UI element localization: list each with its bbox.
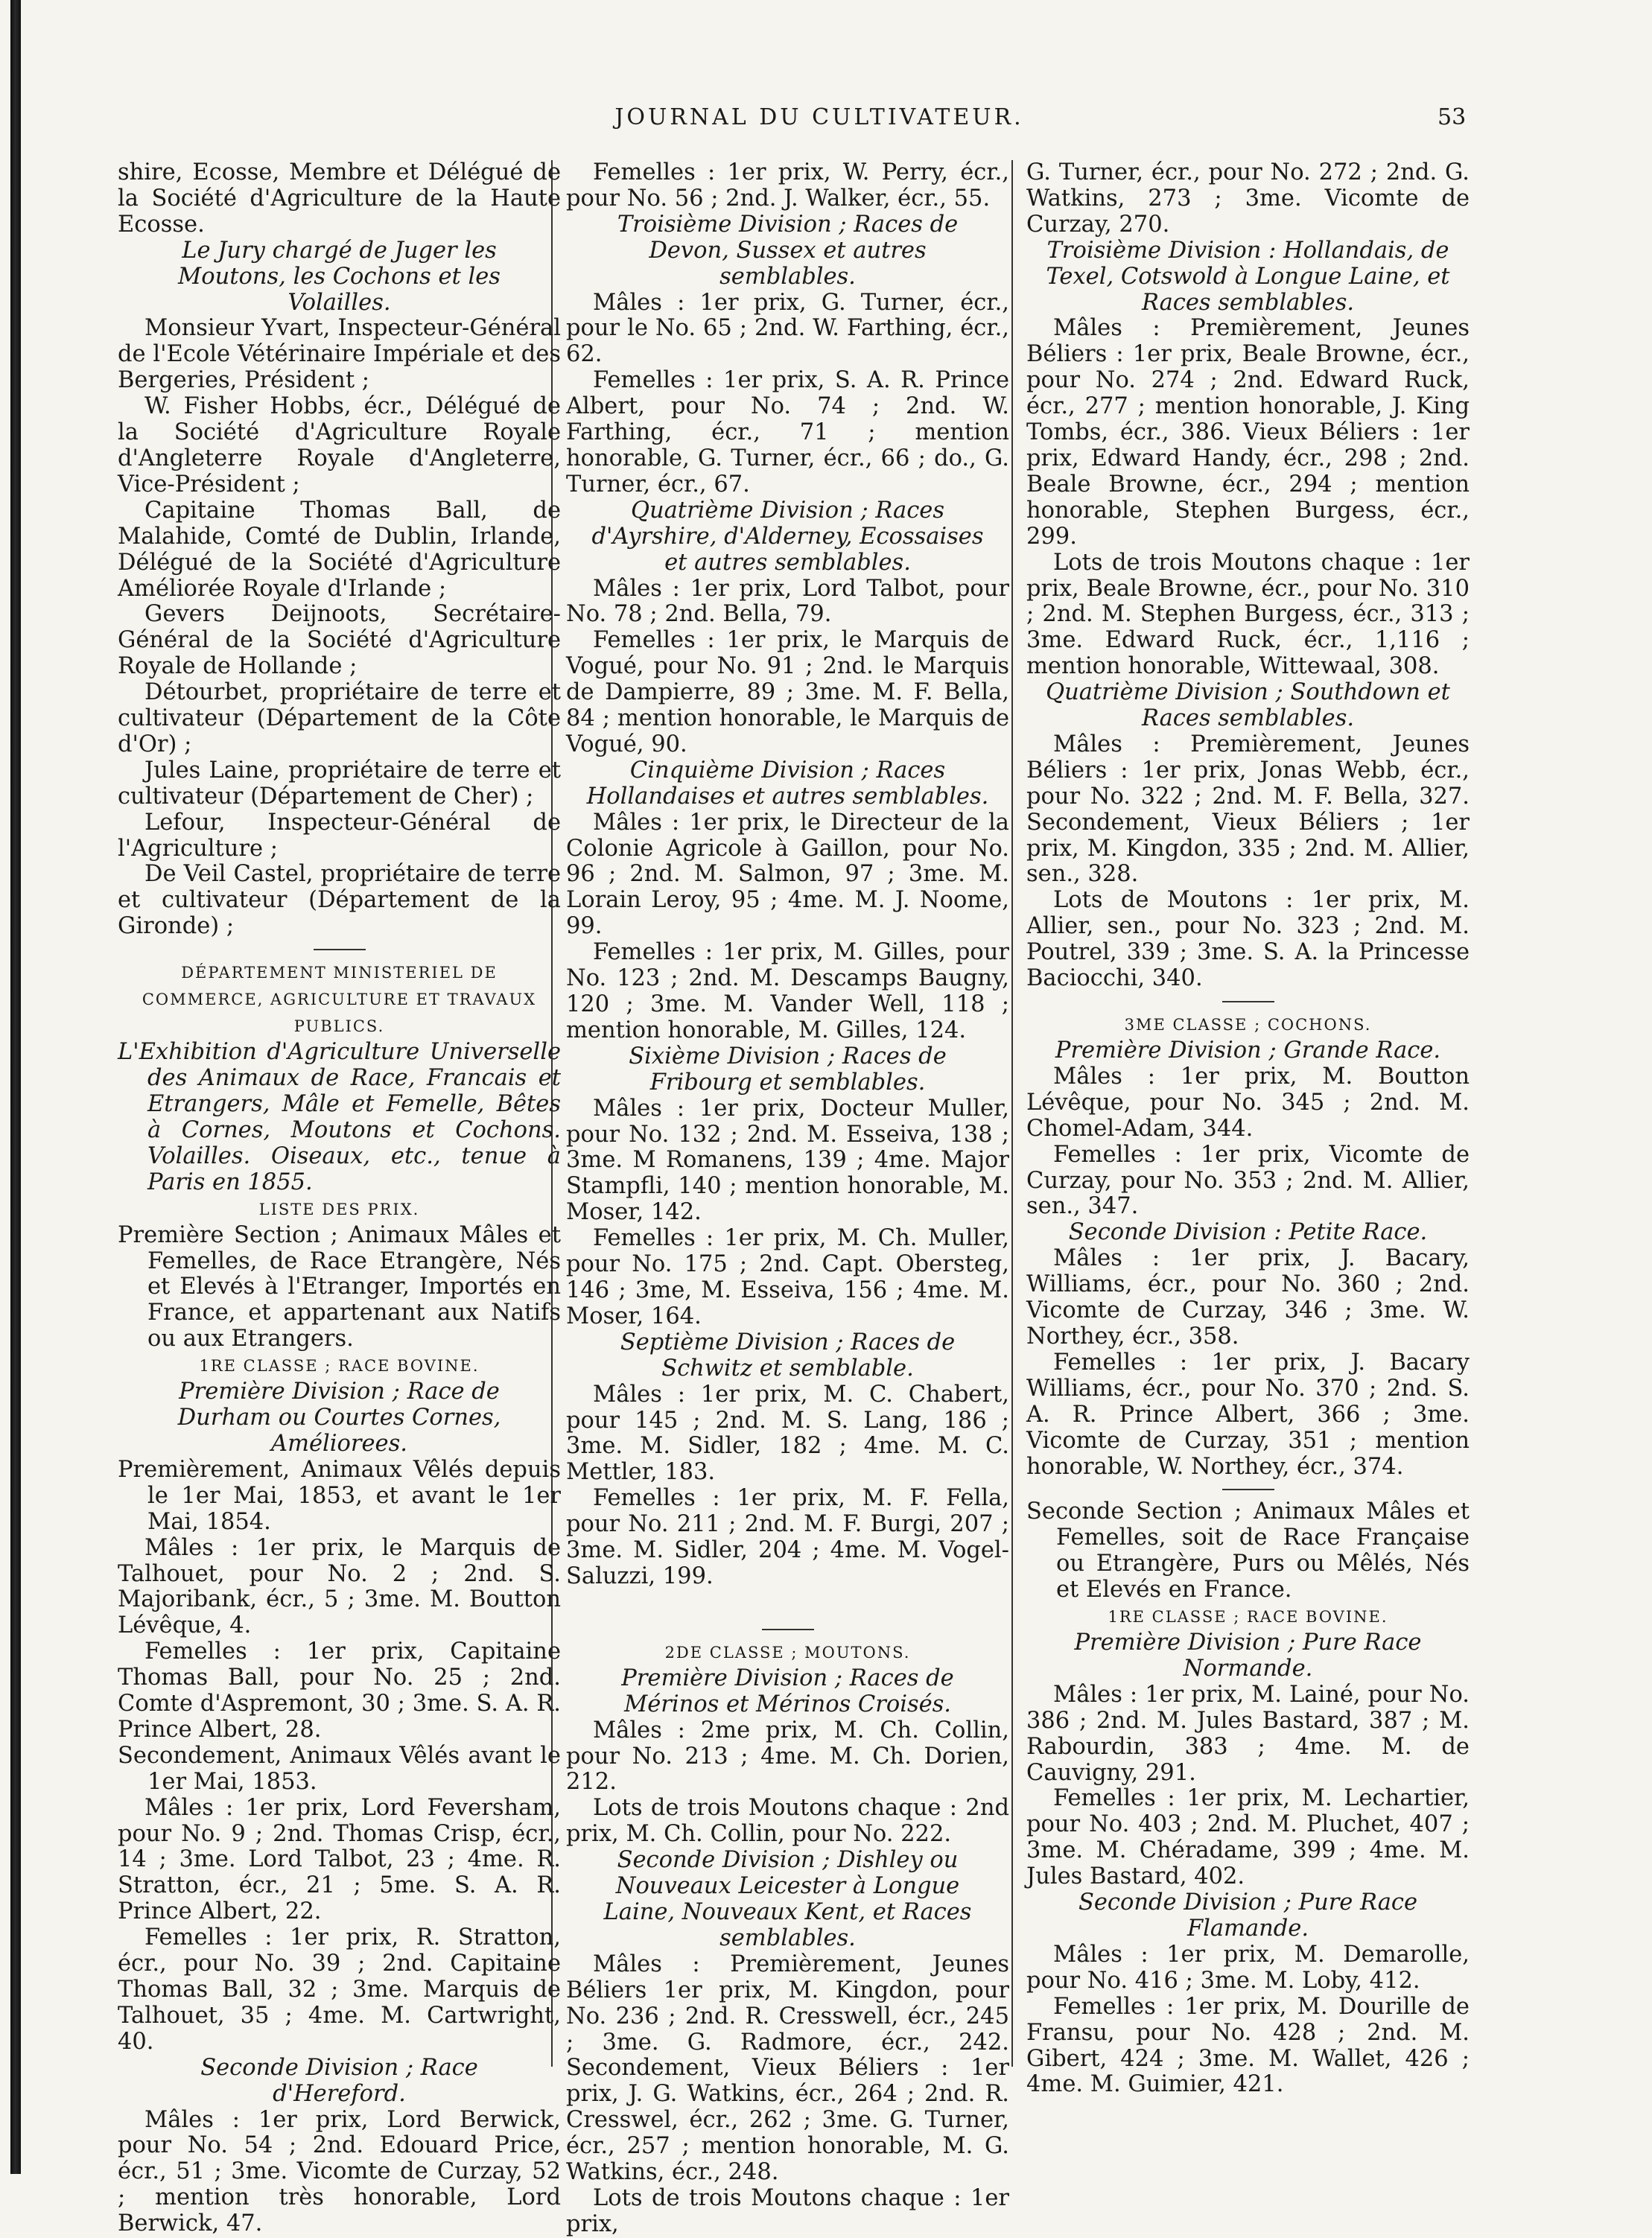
prize-entry: Mâles : 1er prix, G. Turner, écr., pour le No. 65 ; 2nd. W. Farthing, écr., 62. [566, 289, 1009, 368]
division-heading: Seconde Division ; Race d'Hereford. [200, 2054, 478, 2107]
prize-entry: Femelles : 1er prix, M. F. Fella, pour No. 211 ; 2nd. M. F. Burgi, 207 ; 3me. M. Sidler, 204 ; 4me. M. Vogel-Saluzzi, 199. [566, 1485, 1009, 1589]
section-description: Première Section ; Animaux Mâles et Femelles, de Race Etrangère, Nés et Elevés à l'Etranger, Importés en France, et appartenant aux Natifs ou aux Etrangers. [118, 1221, 561, 1352]
exhibition-title: L'Exhibition d'Agriculture Universelle des Animaux de Race, Francais et Etrangers, Mâle et Femelle, Bêtes à Cornes, Moutons et Cochons. Volailles. Oiseaux, etc., tenue à Paris en 1855. [118, 1039, 561, 1195]
paragraph: shire, Ecosse, Membre et Délégué de la Société d'Agriculture de la Haute Ecosse. [118, 159, 561, 238]
book-binding-edge [10, 0, 21, 2174]
separator-rule [1222, 1001, 1274, 1002]
paragraph: Premièrement, Animaux Vêlés depuis le 1er Mai, 1853, et avant le 1er Mai, 1854. [118, 1456, 561, 1535]
prize-entry: Lots de trois Moutons chaque : 2nd prix, M. Ch. Collin, pour No. 222. [566, 1795, 1009, 1848]
division-heading: Quatrième Division ; Southdown et Races semblables. [1046, 679, 1450, 732]
division-heading: Seconde Division ; Dishley ou Nouveaux Leicester à Longue Laine, Nouveaux Kent, et Races semblables. [603, 1847, 972, 1951]
division-heading: Seconde Division : Petite Race. [1068, 1219, 1428, 1246]
prize-entry: Mâles : Premièrement, Jeunes Béliers : 1er prix, Beale Browne, écr., pour No. 274 ; 2nd. Edward Ruck, écr., 277 ; mention honorable, J. King Tombs, écr., 386. Vieux Béliers : 1er prix, Edward Handy, écr., 298 ; 2nd. Beale Browne, écr., 294 ; mention honorable, Stephen Burgess, écr., 299. [1026, 315, 1470, 550]
prize-entry: Mâles : 1er prix, Lord Feversham, pour No. 9 ; 2nd. Thomas Crisp, écr., 14 ; 3me. Lord Talbot, 23 ; 4me. R. Stratton, écr., 21 ; 5me. S. A. R. Prince Albert, 22. [118, 1794, 561, 1925]
running-title: JOURNAL DU CULTIVATEUR. [614, 104, 1024, 130]
prize-entry: Femelles : 1er prix, R. Stratton, écr., pour No. 39 ; 2nd. Capitaine Thomas Ball, 32 ; 3me. Marquis de Talhouet, 35 ; 4me. M. Cartwright, 40. [118, 1924, 561, 2055]
division-heading: Cinquième Division ; Races Hollandaises et autres semblables. [586, 757, 989, 810]
column-divider-2 [1011, 160, 1013, 2067]
prize-entry: Mâles : 1er prix, Docteur Muller, pour No. 132 ; 2nd. M. Esseiva, 138 ; 3me. M Romanens, 139 ; 4me. Major Stampfli, 140 ; mention honorable, M. Moser, 142. [566, 1095, 1009, 1226]
prize-entry: Mâles : 1er prix, Lord Talbot, pour No. 78 ; 2nd. Bella, 79. [566, 575, 1009, 628]
prize-entry: Mâles : Premièrement, Jeunes Béliers 1er prix, M. Kingdon, pour No. 236 ; 2nd. R. Cresswell, écr., 245 ; 3me. G. Radmore, écr., 242. Secondement, Vieux Béliers : 1er prix, J. G. Watkins, écr., 264 ; 2nd. R. Cresswel, écr., 262 ; 3me. G. Turner, écr., 257 ; mention honorable, M. G. Watkins, écr., 248. [566, 1951, 1009, 2186]
prize-entry: Mâles : 1er prix, J. Bacary, Williams, écr., pour No. 360 ; 2nd. Vicomte de Curzay, 346 ; 3me. W. Northey, écr., 358. [1026, 1245, 1470, 1350]
paragraph: W. Fisher Hobbs, écr., Délégué de la Société d'Agriculture Royale d'Angleterre Royale d'Angleterre, Vice-Président ; [118, 393, 561, 497]
paragraph: Lefour, Inspecteur-Général de l'Agriculture ; [118, 809, 561, 862]
prize-entry: Femelles : 1er prix, S. A. R. Prince Albert, pour No. 74 ; 2nd. W. Farthing, écr., 71 ; mention honorable, G. Turner, écr., 66 ; do., G. Turner, écr., 67. [566, 367, 1009, 497]
prize-list-heading: LISTE DES PRIX. [258, 1200, 420, 1218]
division-heading: Sixième Division ; Races de Fribourg et semblables. [629, 1043, 947, 1096]
paragraph: De Veil Castel, propriétaire de terre et cultivateur (Département de la Gironde) ; [118, 861, 561, 940]
prize-entry: Femelles : 1er prix, M. Gilles, pour No. 123 ; 2nd. M. Descamps Baugny, 120 ; 3me. M. Vander Well, 118 ; mention honorable, M. Gilles, 124. [566, 939, 1009, 1043]
prize-entry: Mâles : 2me prix, M. Ch. Collin, pour No. 213 ; 4me. M. Ch. Dorien, 212. [566, 1717, 1009, 1796]
paragraph: Secondement, Animaux Vêlés avant le 1er Mai, 1853. [118, 1742, 561, 1795]
prize-entry: Mâles : 1er prix, M. C. Chabert, pour 145 ; 2nd. M. S. Lang, 186 ; 3me. M. Sidler, 182 ; 4me. M. C. Mettler, 183. [566, 1381, 1009, 1486]
prize-entry: Femelles : 1er prix, le Marquis de Vogué, pour No. 91 ; 2nd. le Marquis de Dampierre, 89 ; 3me. M. F. Bella, 84 ; mention honorable, le Marquis de Vogué, 90. [566, 627, 1009, 757]
prize-entry: Lots de trois Moutons chaque : 1er prix, [566, 2184, 1009, 2237]
prize-entry: Lots de trois Moutons chaque : 1er prix, Beale Browne, écr., pour No. 310 ; 2nd. M. Stephen Burgess, écr., 313 ; 3me. Edward Ruck, écr., 1,116 ; mention honorable, Wittewaal, 308. [1026, 549, 1470, 680]
section-description: Seconde Section ; Animaux Mâles et Femelles, soit de Race Française ou Etrangère, Purs ou Mêlés, Nés et Elevés en France. [1026, 1498, 1470, 1603]
division-heading: Seconde Division ; Pure Race Flamande. [1078, 1889, 1418, 1942]
column-1 [118, 160, 561, 2237]
prize-entry: Femelles : 1er prix, M. Dourille de Fransu, pour No. 428 ; 2nd. M. Gibert, 424 ; 3me. M. Wallet, 426 ; 4me. M. Guimier, 421. [1026, 1993, 1470, 2098]
division-heading: Première Division ; Pure Race Normande. [1074, 1630, 1422, 1682]
prize-entry: Femelles : 1er prix, Capitaine Thomas Ball, pour No. 25 ; 2nd. Comte d'Aspremont, 30 ; 3me. S. A. R. Prince Albert, 28. [118, 1638, 561, 1743]
prize-entry: Mâles : Premièrement, Jeunes Béliers : 1er prix, Jonas Webb, écr., pour No. 322 ; 2nd. M. F. Bella, 327. Secondement, Vieux Béliers ; 1er prix, M. Kingdon, 335 ; 2nd. M. Allier, sen., 328. [1026, 731, 1470, 888]
paragraph: Gevers Deijnoots, Secrétaire-Général de la Société d'Agriculture Royale de Hollande ; [118, 601, 561, 680]
paragraph: Capitaine Thomas Ball, de Malahide, Comté de Dublin, Irlande, Délégué de la Société d'Agriculture Améliorée Royale d'Irlande ; [118, 497, 561, 602]
prize-entry: Femelles : 1er prix, Vicomte de Curzay, pour No. 353 ; 2nd. M. Allier, sen., 347. [1026, 1141, 1470, 1220]
paragraph: Détourbet, propriétaire de terre et cultivateur (Département de la Côte d'Or) ; [118, 679, 561, 757]
prize-entry: Mâles : 1er prix, Lord Berwick, pour No. 54 ; 2nd. Edouard Price, écr., 51 ; 3me. Vicomte de Curzay, 52 ; mention très honorable, Lord Berwick, 47. [118, 2106, 561, 2237]
class-heading: 3ME CLASSE ; COCHONS. [1124, 1016, 1372, 1034]
division-heading: Première Division ; Grande Race. [1055, 1037, 1441, 1064]
spacer [566, 1590, 1009, 1620]
prize-entry: Femelles : 1er prix, M. Lechartier, pour No. 403 ; 2nd. M. Pluchet, 407 ; 3me. M. Chéradame, 399 ; 4me. M. Jules Bastard, 402. [1026, 1785, 1470, 1890]
paragraph: Jules Laine, propriétaire de terre et cultivateur (Département de Cher) ; [118, 757, 561, 810]
division-heading: Septième Division ; Races de Schwitz et semblable. [620, 1329, 956, 1382]
prize-entry: Lots de Moutons : 1er prix, M. Allier, sen., pour No. 323 ; 2nd. M. Poutrel, 339 ; 3me. S. A. la Princesse Baciocchi, 340. [1026, 887, 1470, 992]
class-heading: 2DE CLASSE ; MOUTONS. [664, 1643, 911, 1662]
division-heading: Première Division ; Races de Mérinos et Mérinos Croisés. [621, 1665, 954, 1717]
class-heading: 1RE CLASSE ; RACE BOVINE. [199, 1357, 480, 1376]
separator-rule [314, 949, 366, 950]
prize-entry: Femelles : 1er prix, W. Perry, écr., pour No. 56 ; 2nd. J. Walker, écr., 55. [566, 159, 1009, 212]
column-2 [566, 160, 1009, 2238]
prize-entry: Femelles : 1er prix, M. Ch. Muller, pour No. 175 ; 2nd. Capt. Obersteg, 146 ; 3me, M. Esseiva, 156 ; 4me. M. Moser, 164. [566, 1225, 1009, 1329]
prize-entry: Mâles : 1er prix, M. Lainé, pour No. 386 ; 2nd. M. Jules Bastard, 387 ; M. Rabourdin, 383 ; 4me. M. de Cauvigny, 291. [1026, 1681, 1470, 1786]
paragraph: Monsieur Yvart, Inspecteur-Général de l'Ecole Vétérinaire Impériale et des Bergeries, Président ; [118, 315, 561, 394]
section-heading: Le Jury chargé de Juger les Moutons, les Cochons et les Volailles. [178, 237, 501, 316]
prize-entry: Mâles : 1er prix, le Marquis de Talhouet, pour No. 2 ; 2nd. S. Majoribank, écr., 5 ; 3me. M. Boutton Lévêque, 4. [118, 1534, 561, 1639]
division-heading: Quatrième Division ; Races d'Ayrshire, d'Alderney, Ecossaises et autres semblables. [591, 497, 984, 576]
column-3 [1026, 160, 1470, 2098]
division-heading: Troisième Division : Hollandais, de Texel, Cotswold à Longue Laine, et Races semblables. [1046, 237, 1450, 316]
division-heading: Troisième Division ; Races de Devon, Sussex et autres semblables. [617, 211, 959, 290]
prize-entry: Mâles : 1er prix, M. Demarolle, pour No. 416 ; 3me. M. Loby, 412. [1026, 1941, 1470, 1994]
prize-entry: G. Turner, écr., pour No. 272 ; 2nd. G. Watkins, 273 ; 3me. Vicomte de Curzay, 270. [1026, 159, 1470, 238]
separator-rule [1222, 1489, 1274, 1490]
prize-entry: Mâles : 1er prix, M. Boutton Lévêque, pour No. 345 ; 2nd. M. Chomel-Adam, 344. [1026, 1063, 1470, 1142]
prize-entry: Femelles : 1er prix, J. Bacary Williams, écr., pour No. 370 ; 2nd. S. A. R. Prince Albert, 366 ; 3me. Vicomte de Curzay, 351 ; mention honorable, W. Northey, écr., 374. [1026, 1349, 1470, 1480]
department-heading: DÉPARTEMENT MINISTERIEL DE COMMERCE, AGRICULTURE ET TRAVAUX PUBLICS. [142, 964, 537, 1036]
separator-rule [762, 1629, 814, 1630]
division-heading: Première Division ; Race de Durham ou Courtes Cornes, Améliorees. [177, 1379, 501, 1457]
prize-entry: Mâles : 1er prix, le Directeur de la Colonie Agricole à Gaillon, pour No. 96 ; 2nd. M. Salmon, 97 ; 3me. M. Lorain Leroy, 95 ; 4me. M. J. Noome, 99. [566, 809, 1009, 940]
page-number: 53 [1437, 104, 1467, 130]
class-heading: 1RE CLASSE ; RACE BOVINE. [1108, 1608, 1388, 1627]
